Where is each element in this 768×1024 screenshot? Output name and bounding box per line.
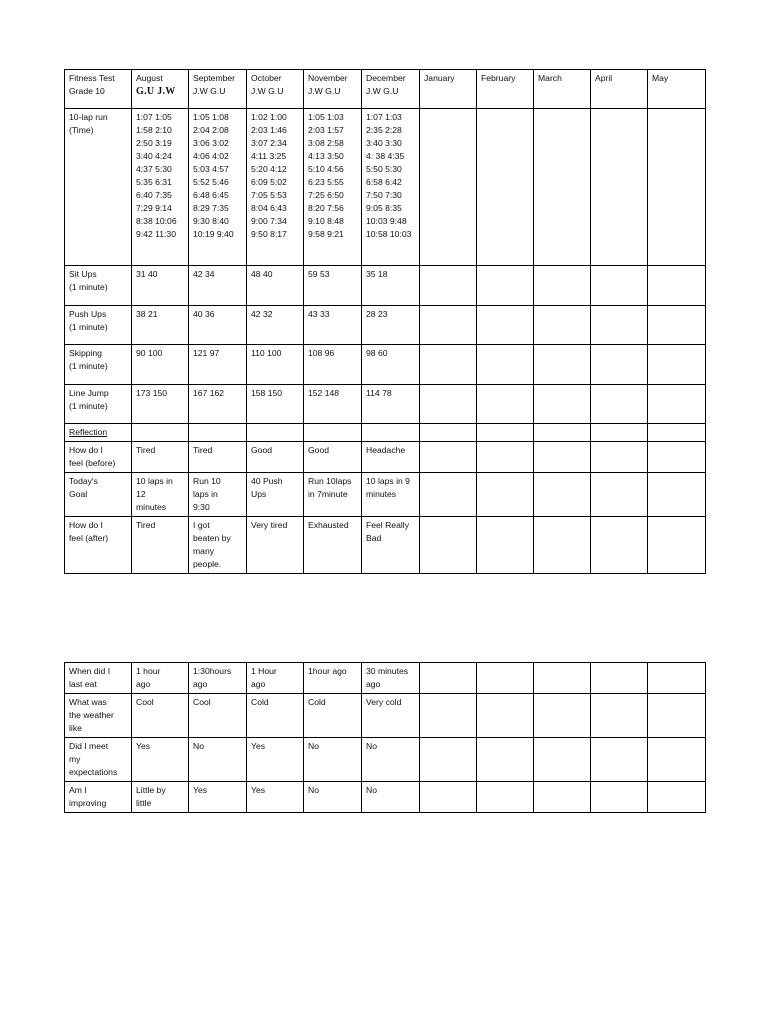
- table-row: [65, 345, 706, 385]
- table-cell: [420, 782, 477, 813]
- table-cell: [420, 442, 477, 473]
- table-cell: 114 78: [362, 385, 420, 424]
- row-label: Did I meet my expectations: [65, 738, 132, 782]
- table-cell: [648, 738, 706, 782]
- table-cell: [534, 442, 591, 473]
- table-cell: 1 hour ago: [132, 663, 189, 694]
- table-row: [65, 442, 706, 473]
- table-cell: Run 10 laps in 9:30: [189, 473, 247, 517]
- table-cell: [534, 424, 591, 442]
- table-row: [65, 306, 706, 345]
- month-header-november: [304, 70, 362, 109]
- table-cell: 1:07 1:05 1:58 2:10 2:50 3:19 3:40 4:24 4:37 5:30 5:35 6:31 6:40 7:35 7:29 9:14 8:38 10:06 9:42 11:30: [132, 109, 189, 266]
- table-cell: 38 21: [132, 306, 189, 345]
- table-cell: [477, 738, 534, 782]
- table-cell: 108 96: [304, 345, 362, 385]
- header-row: [65, 70, 706, 109]
- table-cell: [591, 517, 648, 574]
- table-cell: Cool: [132, 694, 189, 738]
- row-label: Am I improving: [65, 782, 132, 813]
- table-cell: [591, 266, 648, 306]
- table-cell: 90 100: [132, 345, 189, 385]
- table-cell: [534, 385, 591, 424]
- table-cell: [534, 473, 591, 517]
- table-cell: [477, 782, 534, 813]
- table-cell: 43 33: [304, 306, 362, 345]
- table-row: [65, 663, 706, 694]
- month-name: January: [424, 73, 455, 83]
- table-row: [65, 385, 706, 424]
- month-subheader: J.W G.U: [251, 86, 284, 96]
- table-cell: Cool: [189, 694, 247, 738]
- month-header-january: [420, 70, 477, 109]
- table-cell: [591, 694, 648, 738]
- row-label: Reflection: [65, 424, 132, 442]
- table-cell: [420, 109, 477, 266]
- table-cell: [477, 306, 534, 345]
- table-cell: [591, 738, 648, 782]
- table-cell: Tired: [189, 442, 247, 473]
- table-cell: Very cold: [362, 694, 420, 738]
- table-row: [65, 517, 706, 574]
- table-cell: [477, 385, 534, 424]
- table-cell: Cold: [247, 694, 304, 738]
- table-cell: No: [304, 782, 362, 813]
- month-name: December: [366, 73, 406, 83]
- table-cell: Cold: [304, 694, 362, 738]
- table-cell: [648, 266, 706, 306]
- table-cell: [591, 385, 648, 424]
- table-cell: [591, 109, 648, 266]
- table-cell: 173 150: [132, 385, 189, 424]
- row-label: Push Ups (1 minute): [65, 306, 132, 345]
- table-row: [65, 473, 706, 517]
- month-header-march: [534, 70, 591, 109]
- table-cell: 1:05 1:08 2:04 2:08 3:06 3:02 4:06 4:02 5:03 4:57 5:52 5:46 6:48 6:45 8:29 7:35 9:30 8:40 10:19 9:40: [189, 109, 247, 266]
- table-cell: [420, 385, 477, 424]
- table-cell: 152 148: [304, 385, 362, 424]
- month-header-september: [189, 70, 247, 109]
- table-cell: 42 34: [189, 266, 247, 306]
- table-cell: [648, 345, 706, 385]
- row-label: Sit Ups (1 minute): [65, 266, 132, 306]
- table-cell: [534, 306, 591, 345]
- table-cell: Tired: [132, 517, 189, 574]
- table-cell: [534, 694, 591, 738]
- table-cell: 110 100: [247, 345, 304, 385]
- table-cell: Yes: [247, 782, 304, 813]
- month-name: November: [308, 73, 348, 83]
- table-cell: Run 10laps in 7minute: [304, 473, 362, 517]
- month-name: May: [652, 73, 669, 83]
- table-cell: 40 36: [189, 306, 247, 345]
- row-label: Line Jump (1 minute): [65, 385, 132, 424]
- table-cell: [420, 663, 477, 694]
- table-cell: 1 Hour ago: [247, 663, 304, 694]
- month-name: August: [136, 73, 163, 83]
- table-cell: [477, 473, 534, 517]
- table-cell: [534, 663, 591, 694]
- table-cell: Feel Really Bad: [362, 517, 420, 574]
- row-label: What was the weather like: [65, 694, 132, 738]
- table-cell: 1:30hours ago: [189, 663, 247, 694]
- month-subheader: J.W G.U: [366, 86, 399, 96]
- table-cell: 40 Push Ups: [247, 473, 304, 517]
- month-header-april: [591, 70, 648, 109]
- table-cell: [534, 517, 591, 574]
- table-cell: [189, 424, 247, 442]
- table-row: [65, 266, 706, 306]
- table-cell: [648, 306, 706, 345]
- row-label: Skipping (1 minute): [65, 345, 132, 385]
- table-cell: Headache: [362, 442, 420, 473]
- reflection-extra-table: [64, 662, 706, 813]
- table-cell: [648, 442, 706, 473]
- table-cell: 10 laps in 12 minutes: [132, 473, 189, 517]
- table-cell: 59 53: [304, 266, 362, 306]
- table-cell: [648, 424, 706, 442]
- table-cell: No: [362, 782, 420, 813]
- month-header-december: [362, 70, 420, 109]
- table-cell: [591, 345, 648, 385]
- month-name: February: [481, 73, 516, 83]
- row-label: How do I feel (after): [65, 517, 132, 574]
- fitness-test-table: [64, 69, 706, 574]
- month-name: April: [595, 73, 613, 83]
- row-label: When did I last eat: [65, 663, 132, 694]
- table-cell: Very tired: [247, 517, 304, 574]
- month-name: October: [251, 73, 282, 83]
- table-cell: Exhausted: [304, 517, 362, 574]
- table-corner-label: Fitness Test Grade 10: [65, 70, 132, 109]
- table-cell: 28 23: [362, 306, 420, 345]
- table-cell: [477, 109, 534, 266]
- table-cell: 1:02 1:00 2:03 1:46 3:07 2:34 4:11 3:25 5:20 4:12 6:09 5:02 7:05 5:53 8:04 6:43 9:00 7:34 9:50 8:17: [247, 109, 304, 266]
- table-cell: [477, 694, 534, 738]
- month-header-october: [247, 70, 304, 109]
- table-cell: [648, 663, 706, 694]
- table-cell: [132, 424, 189, 442]
- table-cell: [477, 266, 534, 306]
- month-subheader: J.W G.U: [308, 86, 341, 96]
- table-cell: Good: [247, 442, 304, 473]
- table-cell: 42 32: [247, 306, 304, 345]
- table-cell: [420, 424, 477, 442]
- table-cell: [477, 442, 534, 473]
- table-cell: [362, 424, 420, 442]
- table-cell: 31 40: [132, 266, 189, 306]
- table-cell: [304, 424, 362, 442]
- table-cell: [591, 663, 648, 694]
- table-cell: 1:05 1:03 2:03 1:57 3:08 2:58 4:13 3:50 5:10 4:56 6:23 5:55 7:25 6:50 8:20 7:56 9:10 8:48 9:58 9:21: [304, 109, 362, 266]
- table-cell: Yes: [132, 738, 189, 782]
- table-cell: Little by little: [132, 782, 189, 813]
- table-row: [65, 782, 706, 813]
- table-cell: [648, 694, 706, 738]
- table-cell: [591, 424, 648, 442]
- month-subheader: G.U J.W: [136, 86, 176, 97]
- table-cell: 1:07 1:03 2:35 2:28 3:40 3:30 4: 38 4:35 5:50 5:30 6:58 6:42 7:50 7:30 9:05 8:35 10:03 9:48 10:58 10:03: [362, 109, 420, 266]
- table-cell: [648, 473, 706, 517]
- month-header-february: [477, 70, 534, 109]
- table-cell: [648, 385, 706, 424]
- table-cell: [477, 663, 534, 694]
- table-row: [65, 424, 706, 442]
- table-cell: Good: [304, 442, 362, 473]
- table-cell: [534, 782, 591, 813]
- table-cell: 167 162: [189, 385, 247, 424]
- table-cell: [247, 424, 304, 442]
- table-cell: [420, 306, 477, 345]
- table-cell: [648, 109, 706, 266]
- table-cell: [420, 266, 477, 306]
- table-cell: No: [304, 738, 362, 782]
- table-cell: [591, 306, 648, 345]
- month-header-may: [648, 70, 706, 109]
- table-cell: 98 60: [362, 345, 420, 385]
- table-cell: [648, 517, 706, 574]
- table-cell: [420, 694, 477, 738]
- table-cell: [534, 738, 591, 782]
- table-cell: 1hour ago: [304, 663, 362, 694]
- table-cell: [420, 345, 477, 385]
- table-cell: 30 minutes ago: [362, 663, 420, 694]
- table-cell: I got beaten by many people.: [189, 517, 247, 574]
- table-cell: [420, 517, 477, 574]
- row-label: How do I feel (before): [65, 442, 132, 473]
- table-cell: [534, 109, 591, 266]
- table-row: [65, 109, 706, 266]
- table-cell: [648, 782, 706, 813]
- table-cell: [477, 517, 534, 574]
- table-cell: [591, 782, 648, 813]
- table-cell: 35 18: [362, 266, 420, 306]
- row-label: 10-lap run (Time): [65, 109, 132, 266]
- table-cell: [534, 266, 591, 306]
- table-cell: Yes: [247, 738, 304, 782]
- table-row: [65, 694, 706, 738]
- table-cell: 10 laps in 9 minutes: [362, 473, 420, 517]
- month-subheader: J.W G.U: [193, 86, 226, 96]
- table-cell: 158 150: [247, 385, 304, 424]
- table-cell: [477, 345, 534, 385]
- month-header-august: [132, 70, 189, 109]
- table-cell: [420, 738, 477, 782]
- table-cell: 48 40: [247, 266, 304, 306]
- table-cell: No: [189, 738, 247, 782]
- table-cell: [534, 345, 591, 385]
- table-cell: [420, 473, 477, 517]
- month-name: March: [538, 73, 562, 83]
- table-cell: Yes: [189, 782, 247, 813]
- table-cell: [477, 424, 534, 442]
- table-cell: No: [362, 738, 420, 782]
- table-row: [65, 738, 706, 782]
- month-name: September: [193, 73, 236, 83]
- table-cell: [591, 473, 648, 517]
- table-cell: [591, 442, 648, 473]
- row-label: Today's Goal: [65, 473, 132, 517]
- table-cell: Tired: [132, 442, 189, 473]
- table-cell: 121 97: [189, 345, 247, 385]
